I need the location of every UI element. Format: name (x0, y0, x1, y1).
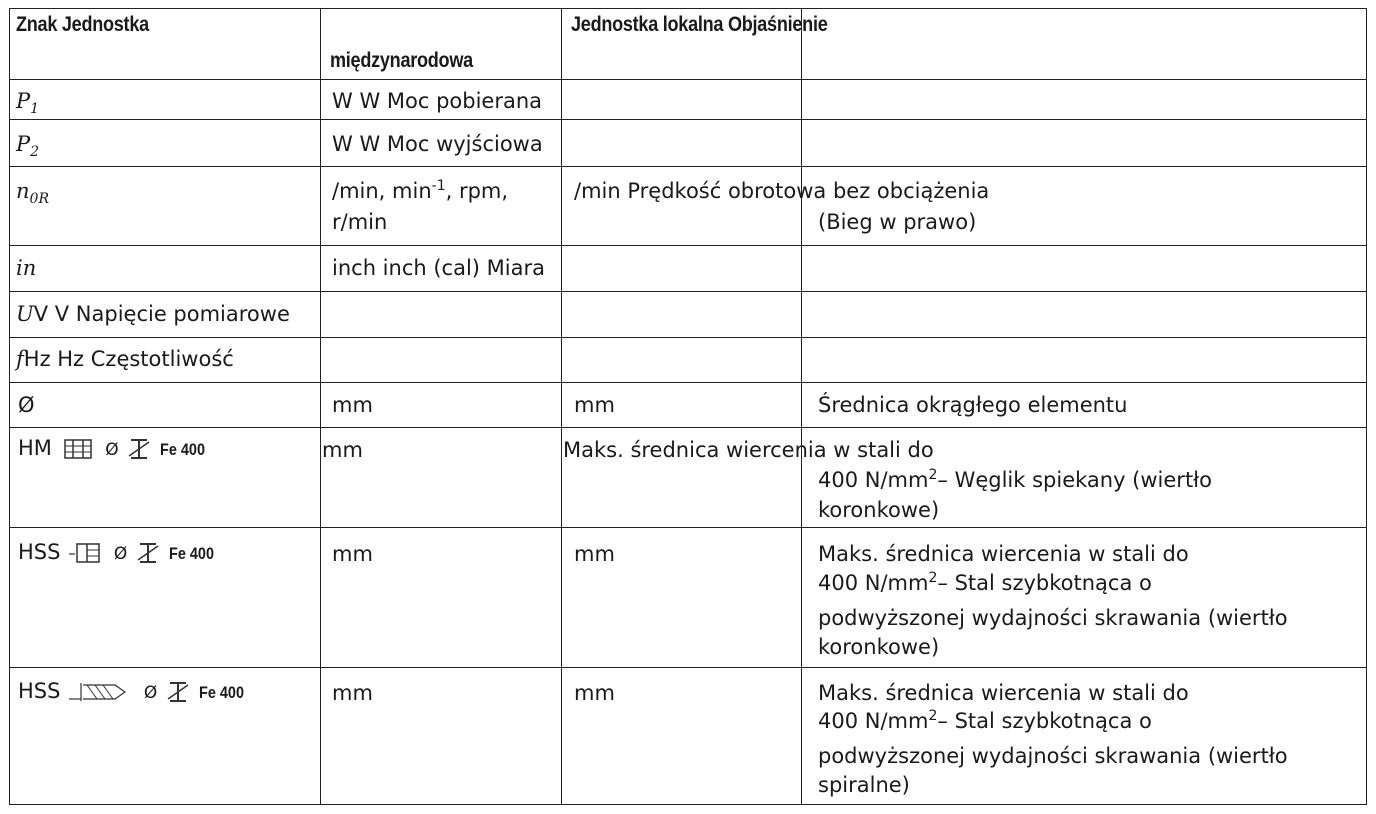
symbol-cell (18, 538, 222, 568)
intl-unit: mm (332, 393, 373, 417)
explanation-part: – Stal szybkotnąca o (937, 709, 1152, 733)
intl-unit-part: /min, min (332, 179, 432, 203)
intl-unit: mm (332, 542, 373, 566)
table-border-right (1366, 8, 1367, 805)
explanation-part: 400 N/mm (818, 468, 929, 492)
row-text-body: V V Napięcie pomiarowe (33, 302, 290, 326)
row-text (16, 300, 290, 328)
table-border-left (9, 8, 10, 805)
row-divider (9, 119, 1367, 120)
explanation-line3: podwyższonej wydajności skrawania (wiertło (818, 606, 1288, 630)
col-divider (801, 8, 802, 805)
row-divider (9, 337, 1367, 338)
symbol-letter: HSS (18, 540, 61, 564)
local-unit: mm (574, 393, 615, 417)
row-text (16, 345, 234, 373)
row-divider (9, 427, 1367, 428)
explanation-line1: Maks. średnica wiercenia w stali do (818, 681, 1189, 705)
fe-400-label: Fe 400 (160, 440, 206, 459)
row-divider (9, 667, 1367, 668)
steel-beam-icon (125, 436, 153, 462)
diameter-icon: Ø (105, 440, 119, 460)
symbol-cell (16, 87, 40, 118)
row-divider (9, 245, 1367, 246)
core-bit-icon (59, 436, 99, 462)
steel-beam-icon (164, 679, 192, 705)
row-divider (9, 291, 1367, 292)
col-divider (561, 8, 562, 805)
symbol-subscript: 1 (30, 101, 40, 118)
local-and-explanation: /min Prędkość obrotowa bez obciążenia (574, 179, 990, 203)
intl-unit-line2: r/min (332, 210, 388, 234)
row-text-body: Hz Hz Częstotliwość (23, 347, 234, 371)
fe-400-label: Fe 400 (198, 683, 244, 702)
explanation-part: 400 N/mm (818, 571, 929, 595)
row-divider (9, 527, 1367, 528)
symbol-letter: P (16, 132, 31, 156)
header-international: międzynarodowa (330, 49, 473, 72)
row-divider (9, 166, 1367, 167)
explanation-part: 400 N/mm (818, 709, 929, 733)
explanation-line4: spiralne) (818, 773, 910, 797)
symbol-letter: P (16, 89, 31, 113)
table-border-bottom (9, 804, 1367, 805)
symbol-letter: n (16, 179, 30, 203)
explanation-line2 (818, 466, 1212, 494)
diameter-icon: Ø (113, 544, 128, 564)
explanation-line2 (818, 707, 1152, 735)
symbol-letter: HM (18, 436, 52, 460)
explanation-line3: koronkowe) (818, 498, 940, 522)
row-text: inch inch (cal) Miara (332, 256, 545, 280)
explanation-sup: 2 (928, 570, 938, 586)
explanation-line3: podwyższonej wydajności skrawania (wiertło (818, 744, 1288, 768)
symbol-cell (16, 177, 49, 208)
symbol-subscript: 0R (29, 191, 49, 208)
intl-unit: mm (322, 438, 363, 462)
explanation: Średnica okrągłego elementu (818, 393, 1128, 417)
symbol-letter: U (16, 302, 34, 326)
fe-400-label: Fe 400 (168, 544, 214, 563)
symbol-cell (16, 254, 36, 282)
row-divider (9, 382, 1367, 383)
symbol-cell (18, 434, 213, 464)
diameter-icon: Ø (143, 683, 158, 703)
explanation-line2 (818, 569, 1152, 597)
steel-beam-icon (134, 540, 162, 566)
local-and-explanation: Maks. średnica wiercenia w stali do (563, 438, 934, 462)
header-local-explanation: Jednostka lokalna Objaśnienie (571, 13, 828, 36)
explanation-line4: koronkowe) (818, 635, 940, 659)
intl-unit-sup: -1 (431, 178, 446, 194)
row-text: W W Moc wyjściowa (332, 132, 543, 156)
row-text: W W Moc pobierana (332, 89, 543, 113)
explanation-sup: 2 (928, 467, 938, 483)
row-divider (9, 79, 1367, 80)
intl-unit-part: , rpm, (445, 179, 509, 203)
col-divider (320, 8, 321, 805)
core-bit-icon (67, 540, 107, 566)
table-border-top (9, 8, 1367, 9)
intl-unit: mm (332, 681, 373, 705)
local-unit: mm (574, 542, 615, 566)
local-unit: mm (574, 681, 615, 705)
explanation-sup: 2 (928, 708, 938, 724)
intl-unit (332, 177, 508, 205)
symbol-subscript: 2 (30, 144, 40, 161)
diameter-symbol: Ø (18, 393, 35, 417)
explanation-part: – Stal szybkotnąca o (937, 571, 1152, 595)
symbol-letter: in (16, 256, 37, 280)
header-symbol-unit: Znak Jednostka (16, 13, 149, 36)
symbol-cell (18, 677, 252, 707)
symbol-letter: f (16, 347, 24, 371)
explanation-line2: (Bieg w prawo) (818, 210, 977, 234)
explanation-line1: Maks. średnica wiercenia w stali do (818, 542, 1189, 566)
symbol-letter: HSS (18, 679, 61, 703)
explanation-part: – Węglik spiekany (wiertło (937, 468, 1212, 492)
symbol-cell (16, 130, 40, 161)
twist-drill-icon (67, 679, 137, 705)
